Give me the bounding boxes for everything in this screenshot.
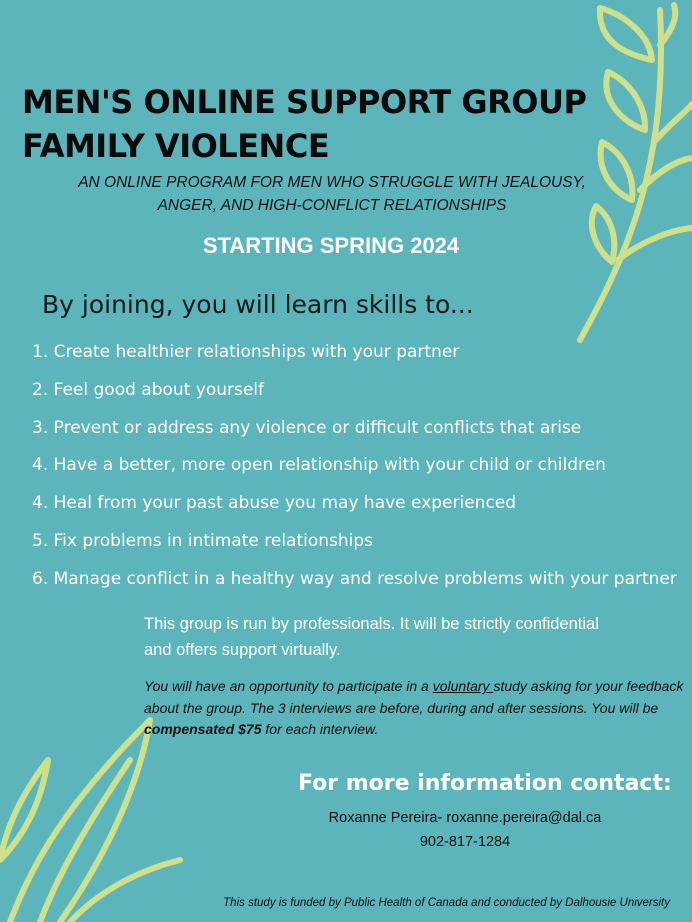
skills-intro: By joining, you will learn skills to...: [42, 290, 474, 319]
subtitle-line-2: ANGER, AND HIGH-CONFLICT RELATIONSHIPS: [157, 197, 507, 214]
poster-title: [22, 80, 586, 168]
skills-list: [32, 334, 677, 599]
study-notice: [144, 676, 684, 741]
compensation-emphasis: compensated $75: [144, 721, 262, 737]
voluntary-emphasis: voluntary: [432, 678, 494, 694]
subtitle-line-1: AN ONLINE PROGRAM FOR MEN WHO STRUGGLE WITH JEALOUSY,: [78, 174, 586, 191]
title-line-1: MEN'S ONLINE SUPPORT GROUP: [22, 83, 587, 121]
contact-phone: 902-817-1284: [419, 834, 511, 850]
skills-list-item: 1. Create healthier relationships with your partner: [32, 342, 460, 362]
funding-note: This study is funded by Public Health of Canada and conducted by Dalhousie University: [223, 897, 670, 909]
poster-subtitle: [20, 171, 644, 217]
professional-notice-line-2: and offers support virtually.: [144, 641, 341, 659]
study-text-part-2: study asking for your feedback about the group. The 3 interviews are before, during and after sessions. You will be: [144, 678, 684, 716]
skills-list-item: 4. Have a better, more open relationship with your child or children: [32, 455, 606, 476]
skills-list-item: 5. Fix problems in intimate relationships: [32, 530, 374, 551]
title-line-2: FAMILY VIOLENCE: [22, 127, 330, 165]
skills-list-item: 2. Feel good about yourself: [32, 379, 265, 400]
contact-name-email: Roxanne Pereira- roxanne.pereira@dal.ca: [328, 810, 602, 826]
start-date-banner: STARTING SPRING 2024: [202, 233, 460, 258]
professional-notice-line-1: This group is run by professionals. It will be strictly confidential: [144, 615, 599, 633]
professional-notice: [144, 611, 664, 663]
skills-list-item: 3. Prevent or address any violence or difficult conflicts that arise: [32, 417, 582, 438]
study-text-part-3: for each interview.: [261, 721, 379, 737]
contact-heading: For more information contact:: [298, 771, 672, 796]
skills-list-item: 6. Manage conflict in a healthy way and resolve problems with your partner: [32, 568, 677, 589]
study-text-part-1: You will have an opportunity to participate in a: [144, 678, 433, 694]
skills-list-item: 4. Heal from your past abuse you may have experienced: [32, 493, 517, 514]
